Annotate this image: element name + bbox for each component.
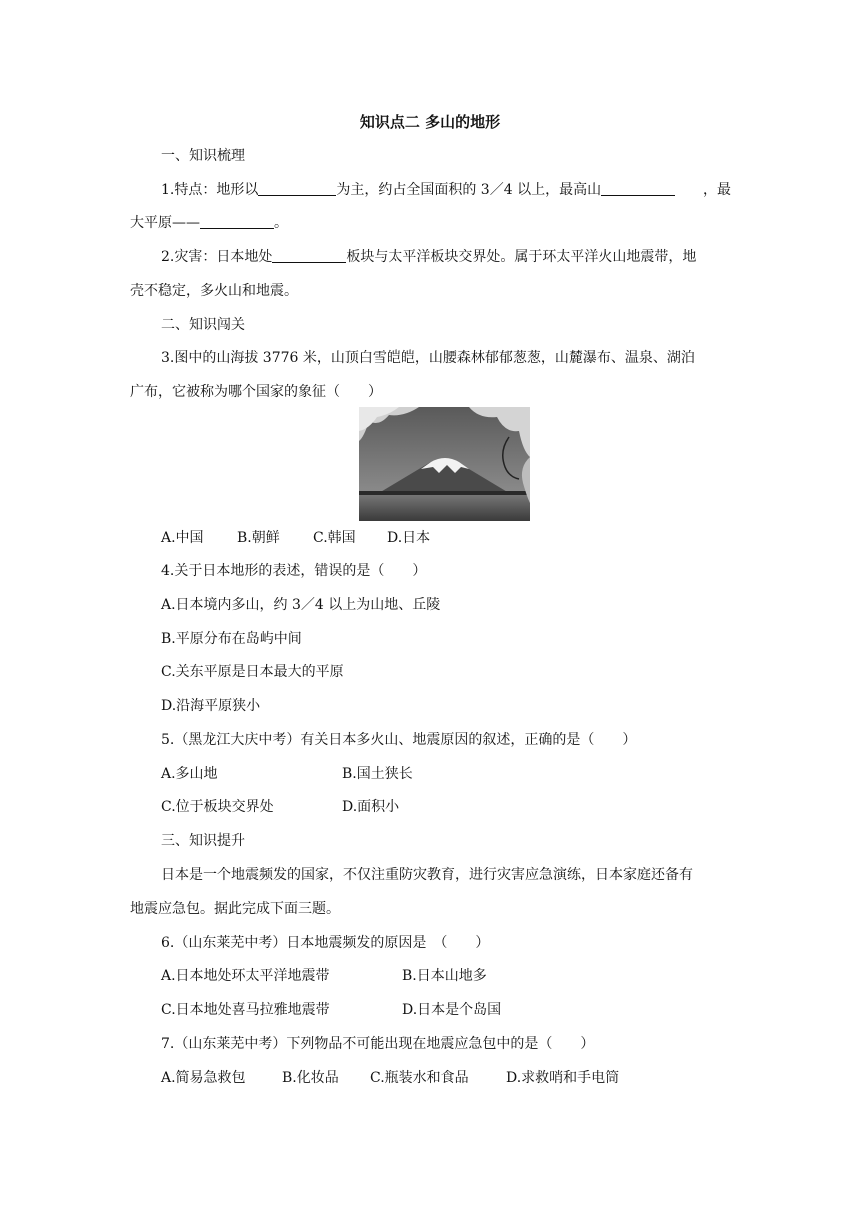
q4-stem: 4.关于日本地形的表述，错误的是（ ） bbox=[161, 563, 427, 579]
q6-option-b: B.日本山地多 bbox=[402, 968, 487, 984]
q6-option-c: C.日本地处喜马拉雅地震带 bbox=[161, 1002, 330, 1018]
q1-text-a: 1.特点：地形以 为主，约占全国面积的 3／4 以上，最高山 bbox=[161, 180, 675, 200]
q5-option-c: C.位于板块交界处 bbox=[161, 799, 274, 815]
q7-option-a: A.简易急救包 bbox=[161, 1070, 246, 1086]
q5-option-d: D.面积小 bbox=[342, 799, 400, 815]
q5-options-row2 bbox=[161, 797, 399, 817]
q3-option-c: C.韩国 bbox=[313, 530, 356, 546]
q2-line1 bbox=[161, 247, 731, 267]
q4-option-c: C.关东平原是日本最大的平原 bbox=[161, 664, 344, 680]
section-heading-3: 三、知识提升 bbox=[161, 833, 245, 849]
q3-option-a: A.中国 bbox=[161, 530, 204, 546]
q1-line2: 大平原—— 。 bbox=[130, 215, 288, 231]
q6-option-d: D.日本是个岛国 bbox=[402, 1002, 502, 1018]
q3-option-d: D.日本 bbox=[387, 530, 431, 546]
section-heading-1: 一、知识梳理 bbox=[161, 148, 245, 164]
q5-option-b: B.国土狭长 bbox=[342, 766, 413, 782]
q7-options bbox=[161, 1068, 619, 1088]
section-heading-2: 二、知识闯关 bbox=[161, 317, 245, 333]
q6-options-row2 bbox=[161, 1000, 501, 1020]
q4-option-b: B.平原分布在岛屿中间 bbox=[161, 631, 302, 647]
q4-option-d: D.沿海平原狭小 bbox=[161, 698, 261, 714]
q7-option-d: D.求救哨和手电筒 bbox=[506, 1070, 620, 1086]
q6-stem: 6.（山东莱芜中考）日本地震频发的原因是 （ ） bbox=[161, 935, 490, 951]
q4-option-a: A.日本境内多山，约 3／4 以上为山地、丘陵 bbox=[161, 597, 441, 613]
q1-blank-2 bbox=[601, 181, 675, 196]
q5-option-a: A.多山地 bbox=[161, 766, 218, 782]
q3-options bbox=[161, 528, 430, 548]
q3-stem-line2: 广布，它被称为哪个国家的象征（ ） bbox=[130, 384, 382, 400]
mount-fuji-photo bbox=[359, 407, 530, 521]
q1-blank-3 bbox=[200, 214, 274, 229]
q5-stem: 5.（黑龙江大庆中考）有关日本多火山、地震原因的叙述，正确的是（ ） bbox=[161, 732, 637, 748]
q7-option-c: C.瓶装水和食品 bbox=[370, 1070, 469, 1086]
q7-stem: 7.（山东莱芜中考）下列物品不可能出现在地震应急包中的是（ ） bbox=[161, 1036, 595, 1052]
q3-option-b: B.朝鲜 bbox=[237, 530, 280, 546]
q1-line1 bbox=[161, 180, 731, 200]
q6-options-row1 bbox=[161, 966, 487, 986]
passage-line2: 地震应急包。据此完成下面三题。 bbox=[130, 901, 340, 917]
q2-text-a: 2.灾害：日本地处 板块与太平洋板块交界处。属于环太平洋火山地震带，地 bbox=[161, 249, 697, 265]
q3-stem-line1: 3.图中的山海拔 3776 米，山顶白雪皑皑，山腰森林郁郁葱葱，山麓瀑布、温泉、湖泊 bbox=[161, 350, 695, 366]
q5-options-row1 bbox=[161, 764, 413, 784]
q1-text-c: ，最 bbox=[703, 182, 731, 198]
q2-blank-1 bbox=[272, 248, 346, 263]
page-title: 知识点二 多山的地形 bbox=[359, 113, 501, 131]
q7-option-b: B.化妆品 bbox=[282, 1070, 339, 1086]
q1-blank-1 bbox=[258, 181, 336, 196]
q2-line2: 壳不稳定，多火山和地震。 bbox=[130, 283, 298, 299]
passage-line1: 日本是一个地震频发的国家，不仅注重防灾教育，进行灾害应急演练，日本家庭还备有 bbox=[161, 867, 693, 883]
q6-option-a: A.日本地处环太平洋地震带 bbox=[161, 968, 330, 984]
